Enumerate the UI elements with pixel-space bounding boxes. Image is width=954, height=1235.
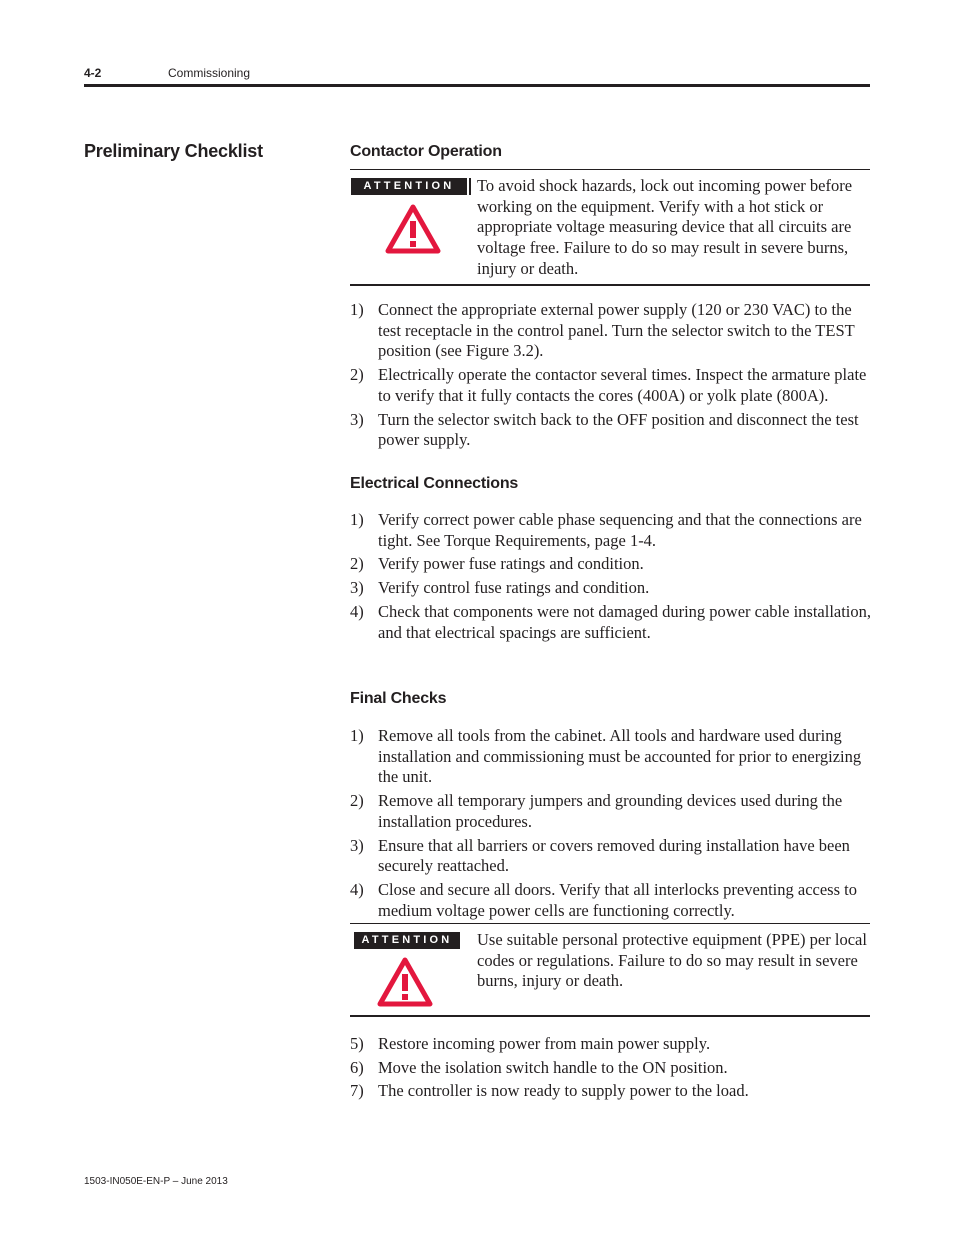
list-item-number: 3) [350,835,364,855]
list-item-number: 3) [350,409,364,429]
list-item-text: Connect the appropriate external power supply (120 or 230 VAC) to the test receptacle in the control panel. Turn the selector switch to the TEST position (see Figure 3.2). [378,300,855,361]
list-item-text: Restore incoming power from main power supply. [378,1034,711,1053]
list-item-text: Verify correct power cable phase sequencing and that the connections are tight. See Torque Requirements, page 1-4. [378,510,862,550]
list-item [350,791,872,832]
list-item-number: 6) [350,1057,364,1077]
warning-triangle-icon [377,957,433,1007]
list-item-text: Remove all tools from the cabinet. All tools and hardware used during installation and commissioning must be accounted for prior to energizing the unit. [378,726,862,787]
list-item-number: 1) [350,510,364,529]
list-item [350,510,872,551]
list-item-text: Electrically operate the contactor several times. Inspect the armature plate to verify that it fully contacts the cores (400A) or yolk plate (800A). [378,365,867,405]
list-item-number: 2) [350,791,364,811]
attention-label: ATTENTION [351,178,469,195]
list-item [350,602,872,643]
list-item-number: 1) [350,300,364,319]
list-item-number: 2) [350,365,364,385]
list-item [350,1034,872,1055]
list-item-text: Move the isolation switch handle to the ON position. [378,1057,728,1077]
warning-triangle-icon [385,204,441,254]
heading-final-checks: Final Checks [350,690,447,707]
page-number: 4-2 [84,66,102,80]
list-item-number: 7) [350,1081,364,1101]
list-item-text: The controller is now ready to supply power to the load. [378,1081,749,1101]
list-item [350,365,872,406]
list-item-number: 2) [350,554,364,574]
list-item [350,880,872,921]
list-item-number: 4) [350,879,364,899]
list-item-text: Remove all temporary jumpers and grounding devices used during the installation procedures. [378,791,843,831]
heading-electrical-connections: Electrical Connections [350,475,519,492]
list-item [350,300,872,362]
heading-contactor-operation: Contactor Operation [350,143,502,160]
list-item-text: Verify power fuse ratings and condition. [378,554,644,574]
list-item [350,578,872,599]
list-item-text: Check that components were not damaged during power cable installation, and that electrical spacings are sufficient. [378,601,872,642]
list-item-text: Verify control fuse ratings and condition. [378,578,650,598]
attention-label: ATTENTION [354,932,460,949]
list-item-number: 1) [350,726,364,745]
list-item [350,836,872,877]
footer-publication: 1503-IN050E-EN-P – June 2013 [84,1176,228,1187]
attention-text: Use suitable personal protective equipment (PPE) per local codes or regulations. Failure to do so may result in severe burns, injury or death. [477,930,867,991]
list-item [350,554,872,575]
attention-box-ppe [350,923,870,1017]
final-steps [350,726,872,924]
list-item-number: 4) [350,601,364,621]
page-header [84,64,870,87]
list-item [350,1081,872,1102]
list-item-text: Close and secure all doors. Verify that all interlocks preventing access to medium voltage power cells are functioning correctly. [378,879,857,920]
attention-text: To avoid shock hazards, lock out incoming power before working on the equipment. Verify with a hot stick or appropriate voltage measuring device that all circuits are voltage free. Failure to do so may result in severe burns, injury or death. [477,176,853,278]
side-title: Preliminary Checklist [84,141,263,161]
section-title: Commissioning [168,66,251,80]
list-item [350,726,872,788]
list-item [350,410,872,451]
attention-box-shock [350,169,870,286]
list-item-text: Ensure that all barriers or covers removed during installation have been securely reattached. [378,835,850,876]
list-item [350,1058,872,1079]
final-steps-continued [350,1034,872,1105]
electrical-steps [350,510,872,646]
list-item-text: Turn the selector switch back to the OFF position and disconnect the test power supply. [378,409,859,450]
contactor-steps [350,300,872,454]
list-item-number: 3) [350,578,364,598]
list-item-number: 5) [350,1034,364,1053]
